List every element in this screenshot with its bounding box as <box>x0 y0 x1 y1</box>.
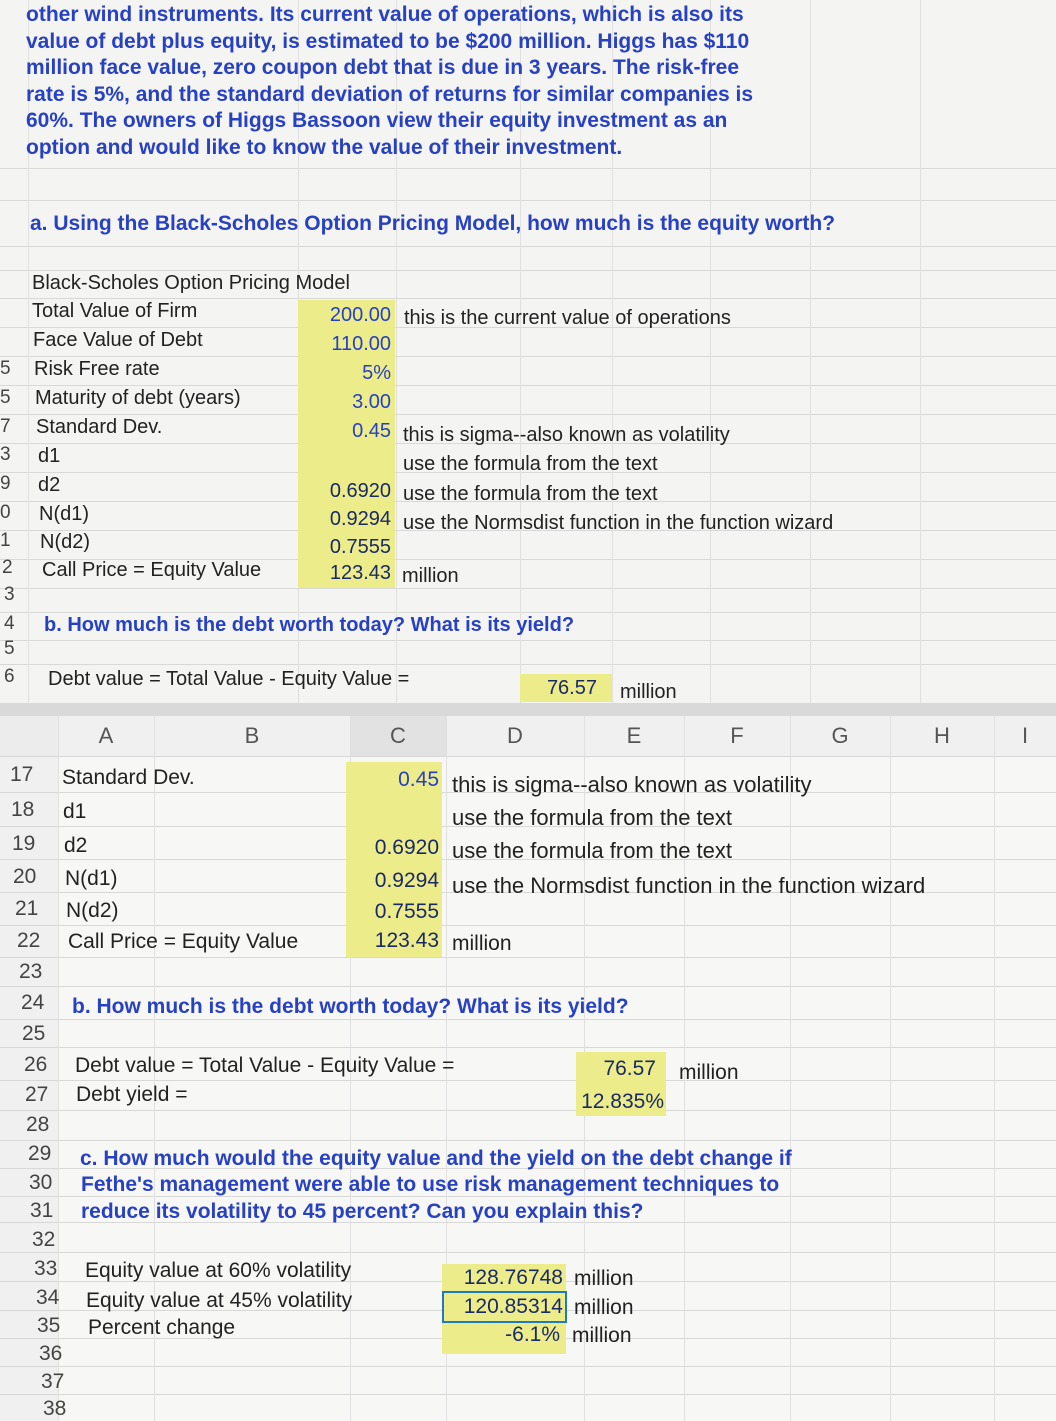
question-c-line: c. How much would the equity value and the yield on the debt change if <box>80 1147 792 1170</box>
cell-debt-value[interactable]: 76.57 <box>546 677 597 699</box>
row-number: 9 <box>0 473 11 494</box>
row-number: 36 <box>39 1342 63 1365</box>
row-number: 4 <box>4 613 15 634</box>
label-face-value: Face Value of Debt <box>33 329 203 351</box>
row-number: 19 <box>12 832 36 855</box>
row-number: 2 <box>2 557 13 578</box>
label-maturity: Maturity of debt (years) <box>35 387 241 409</box>
column-header-e[interactable]: E <box>584 716 684 756</box>
row-number: 33 <box>34 1257 58 1280</box>
problem-line: 60%. The owners of Higgs Bassoon view their equity investment as an <box>26 109 728 132</box>
cell-face-value[interactable]: 110.00 <box>331 333 391 355</box>
label-nd1: N(d1) <box>39 503 90 525</box>
column-header-c[interactable]: C <box>350 716 446 756</box>
row-number: 21 <box>15 897 39 920</box>
problem-line: million face value, zero coupon debt that is due in 3 years. The risk-free <box>26 56 740 79</box>
cell-nd2[interactable]: 0.7555 <box>374 900 439 923</box>
row-number: 5 <box>0 387 11 408</box>
row-number: 26 <box>24 1053 48 1076</box>
grid-line <box>0 200 1056 201</box>
grid-line <box>0 298 1056 299</box>
grid-line <box>890 716 891 1421</box>
grid-line <box>0 986 1056 987</box>
row-number: 25 <box>22 1022 46 1045</box>
grid-line <box>0 957 1056 958</box>
label-d2: d2 <box>38 474 61 496</box>
model-title: Black-Scholes Option Pricing Model <box>32 272 350 294</box>
cell-d2[interactable]: 0.6920 <box>329 480 391 502</box>
column-header-d[interactable]: D <box>446 716 584 756</box>
row-number: 6 <box>4 666 15 687</box>
grid-line <box>0 414 1056 415</box>
problem-line: other wind instruments. Its current value of operations, which is also its <box>26 3 744 26</box>
cell-risk-free[interactable]: 5% <box>362 362 391 384</box>
label-call-price: Call Price = Equity Value <box>68 930 299 953</box>
note-std-dev: this is sigma--also known as volatility <box>403 424 730 446</box>
label-total-value: Total Value of Firm <box>32 300 198 322</box>
row-number: 22 <box>17 929 41 952</box>
cell-nd1[interactable]: 0.9294 <box>329 508 391 530</box>
grid-line <box>0 1080 1056 1081</box>
row-number: 20 <box>13 865 37 888</box>
grid-line <box>0 1366 1056 1367</box>
label-debt-value: Debt value = Total Value - Equity Value = <box>75 1054 455 1077</box>
note-d2: use the formula from the text <box>403 483 658 505</box>
grid-line <box>0 1252 1056 1253</box>
label-call-price: Call Price = Equity Value <box>42 559 262 581</box>
grid-line <box>0 246 1056 247</box>
cell-std-dev[interactable]: 0.45 <box>398 768 439 791</box>
row-number: 5 <box>4 638 15 659</box>
label-d2: d2 <box>64 834 88 857</box>
label-risk-free: Risk Free rate <box>34 358 160 380</box>
cell-debt-value[interactable]: 76.57 <box>603 1057 656 1080</box>
row-number: 35 <box>37 1314 61 1337</box>
label-d1: d1 <box>38 445 61 467</box>
grid-line <box>0 356 1056 357</box>
row-number: 3 <box>4 584 15 605</box>
unit-debt-value: million <box>620 681 677 703</box>
row-number: 5 <box>0 358 11 379</box>
grid-line <box>0 270 1056 271</box>
spreadsheet-photo-top <box>0 0 1056 703</box>
grid-line <box>0 1047 1056 1048</box>
grid-line <box>0 1019 1056 1020</box>
grid-line <box>920 0 921 703</box>
note-nd1: use the Normsdist function in the function wizard <box>452 873 926 898</box>
cell-equity-45[interactable]: 120.85314 <box>463 1295 563 1318</box>
row-number: 28 <box>26 1113 50 1136</box>
cell-pct-change[interactable]: -6.1% <box>505 1323 560 1346</box>
note-d2: use the formula from the text <box>452 838 733 863</box>
row-number: 7 <box>0 416 11 437</box>
question-b: b. How much is the debt worth today? What is its yield? <box>44 614 575 636</box>
row-number: 1 <box>0 530 11 551</box>
label-debt-yield: Debt yield = <box>76 1083 188 1106</box>
row-number: 17 <box>10 763 34 786</box>
grid-line <box>0 612 1056 613</box>
row-number: 38 <box>43 1397 67 1420</box>
grid-line <box>0 640 1056 641</box>
problem-line: option and would like to know the value of their investment. <box>26 135 623 159</box>
grid-line <box>0 1140 1056 1141</box>
question-a: a. Using the Black-Scholes Option Pricing Model, how much is the equity worth? <box>30 212 836 235</box>
problem-statement <box>26 2 816 161</box>
select-all-corner[interactable] <box>0 716 58 756</box>
row-number: 0 <box>0 502 11 523</box>
note-d1: use the formula from the text <box>403 453 658 475</box>
label-nd1: N(d1) <box>65 867 118 890</box>
grid-line <box>0 1394 1056 1395</box>
grid-line <box>790 716 791 1421</box>
note-std-dev: this is sigma--also known as volatility <box>452 772 812 797</box>
label-nd2: N(d2) <box>40 531 91 553</box>
cell-call-price[interactable]: 123.43 <box>374 929 439 952</box>
row-number: 37 <box>41 1370 65 1393</box>
label-equity-45: Equity value at 45% volatility <box>86 1289 353 1312</box>
note-total-value: this is the current value of operations <box>404 307 731 329</box>
question-c-line: Fethe's management were able to use risk management techniques to <box>81 1173 780 1196</box>
row-number: 32 <box>32 1228 56 1251</box>
grid-line <box>0 588 1056 589</box>
row-number: 31 <box>30 1199 54 1222</box>
grid-line <box>0 925 1056 926</box>
grid-line <box>0 385 1056 386</box>
question-c-line: reduce its volatility to 45 percent? Can you explain this? <box>81 1200 644 1223</box>
column-header-g[interactable]: G <box>790 716 890 756</box>
label-std-dev: Standard Dev. <box>62 766 195 789</box>
cell-call-price[interactable]: 123.43 <box>329 562 391 584</box>
note-nd1: use the Normsdist function in the function wizard <box>403 512 834 534</box>
grid-line <box>0 664 1056 665</box>
label-pct-change: Percent change <box>88 1316 236 1339</box>
row-number: 24 <box>21 991 45 1014</box>
row-number: 23 <box>19 960 43 983</box>
unit-debt-value: million <box>679 1061 739 1084</box>
unit-pct-change: million <box>572 1324 632 1347</box>
cell-total-value[interactable]: 200.00 <box>329 304 391 326</box>
row-number: 18 <box>11 798 35 821</box>
column-header-f[interactable]: F <box>684 716 790 756</box>
column-header-h[interactable]: H <box>890 716 994 756</box>
unit-equity-45: million <box>574 1296 634 1319</box>
cell-d2[interactable]: 0.6920 <box>374 836 439 859</box>
problem-line: rate is 5%, and the standard deviation of returns for similar companies is <box>26 82 754 106</box>
column-header-i[interactable]: I <box>994 716 1056 756</box>
cell-std-dev[interactable]: 0.45 <box>352 420 391 442</box>
cell-maturity[interactable]: 3.00 <box>352 391 391 413</box>
grid-line <box>994 716 995 1421</box>
label-std-dev: Standard Dev. <box>36 416 163 438</box>
label-d1: d1 <box>63 800 87 823</box>
row-number: 34 <box>36 1286 60 1309</box>
label-equity-60: Equity value at 60% volatility <box>85 1259 352 1282</box>
cell-nd1[interactable]: 0.9294 <box>374 869 439 892</box>
label-nd2: N(d2) <box>66 899 119 922</box>
label-debt-value: Debt value = Total Value - Equity Value = <box>48 668 410 690</box>
grid-line <box>0 168 1056 169</box>
row-number: 29 <box>28 1142 52 1165</box>
spreadsheet-photo-bottom <box>0 716 1056 1421</box>
note-d1: use the formula from the text <box>452 805 733 830</box>
question-b: b. How much is the debt worth today? What is its yield? <box>72 995 629 1018</box>
row-number: 30 <box>29 1171 53 1194</box>
grid-line <box>0 756 1056 757</box>
note-call-price: million <box>402 565 459 587</box>
grid-line <box>0 1110 1056 1111</box>
problem-line: value of debt plus equity, is estimated to be $200 million. Higgs has $110 <box>26 29 750 53</box>
cell-nd2[interactable]: 0.7555 <box>329 536 391 558</box>
row-number: 3 <box>0 444 11 465</box>
row-number: 27 <box>25 1083 49 1106</box>
note-call-price: million <box>452 932 512 955</box>
unit-equity-60: million <box>574 1267 634 1290</box>
cell-debt-yield[interactable]: 12.835% <box>581 1090 664 1113</box>
cell-equity-60[interactable]: 128.76748 <box>463 1266 563 1289</box>
column-header-a[interactable]: A <box>58 716 154 756</box>
column-header-b[interactable]: B <box>154 716 350 756</box>
